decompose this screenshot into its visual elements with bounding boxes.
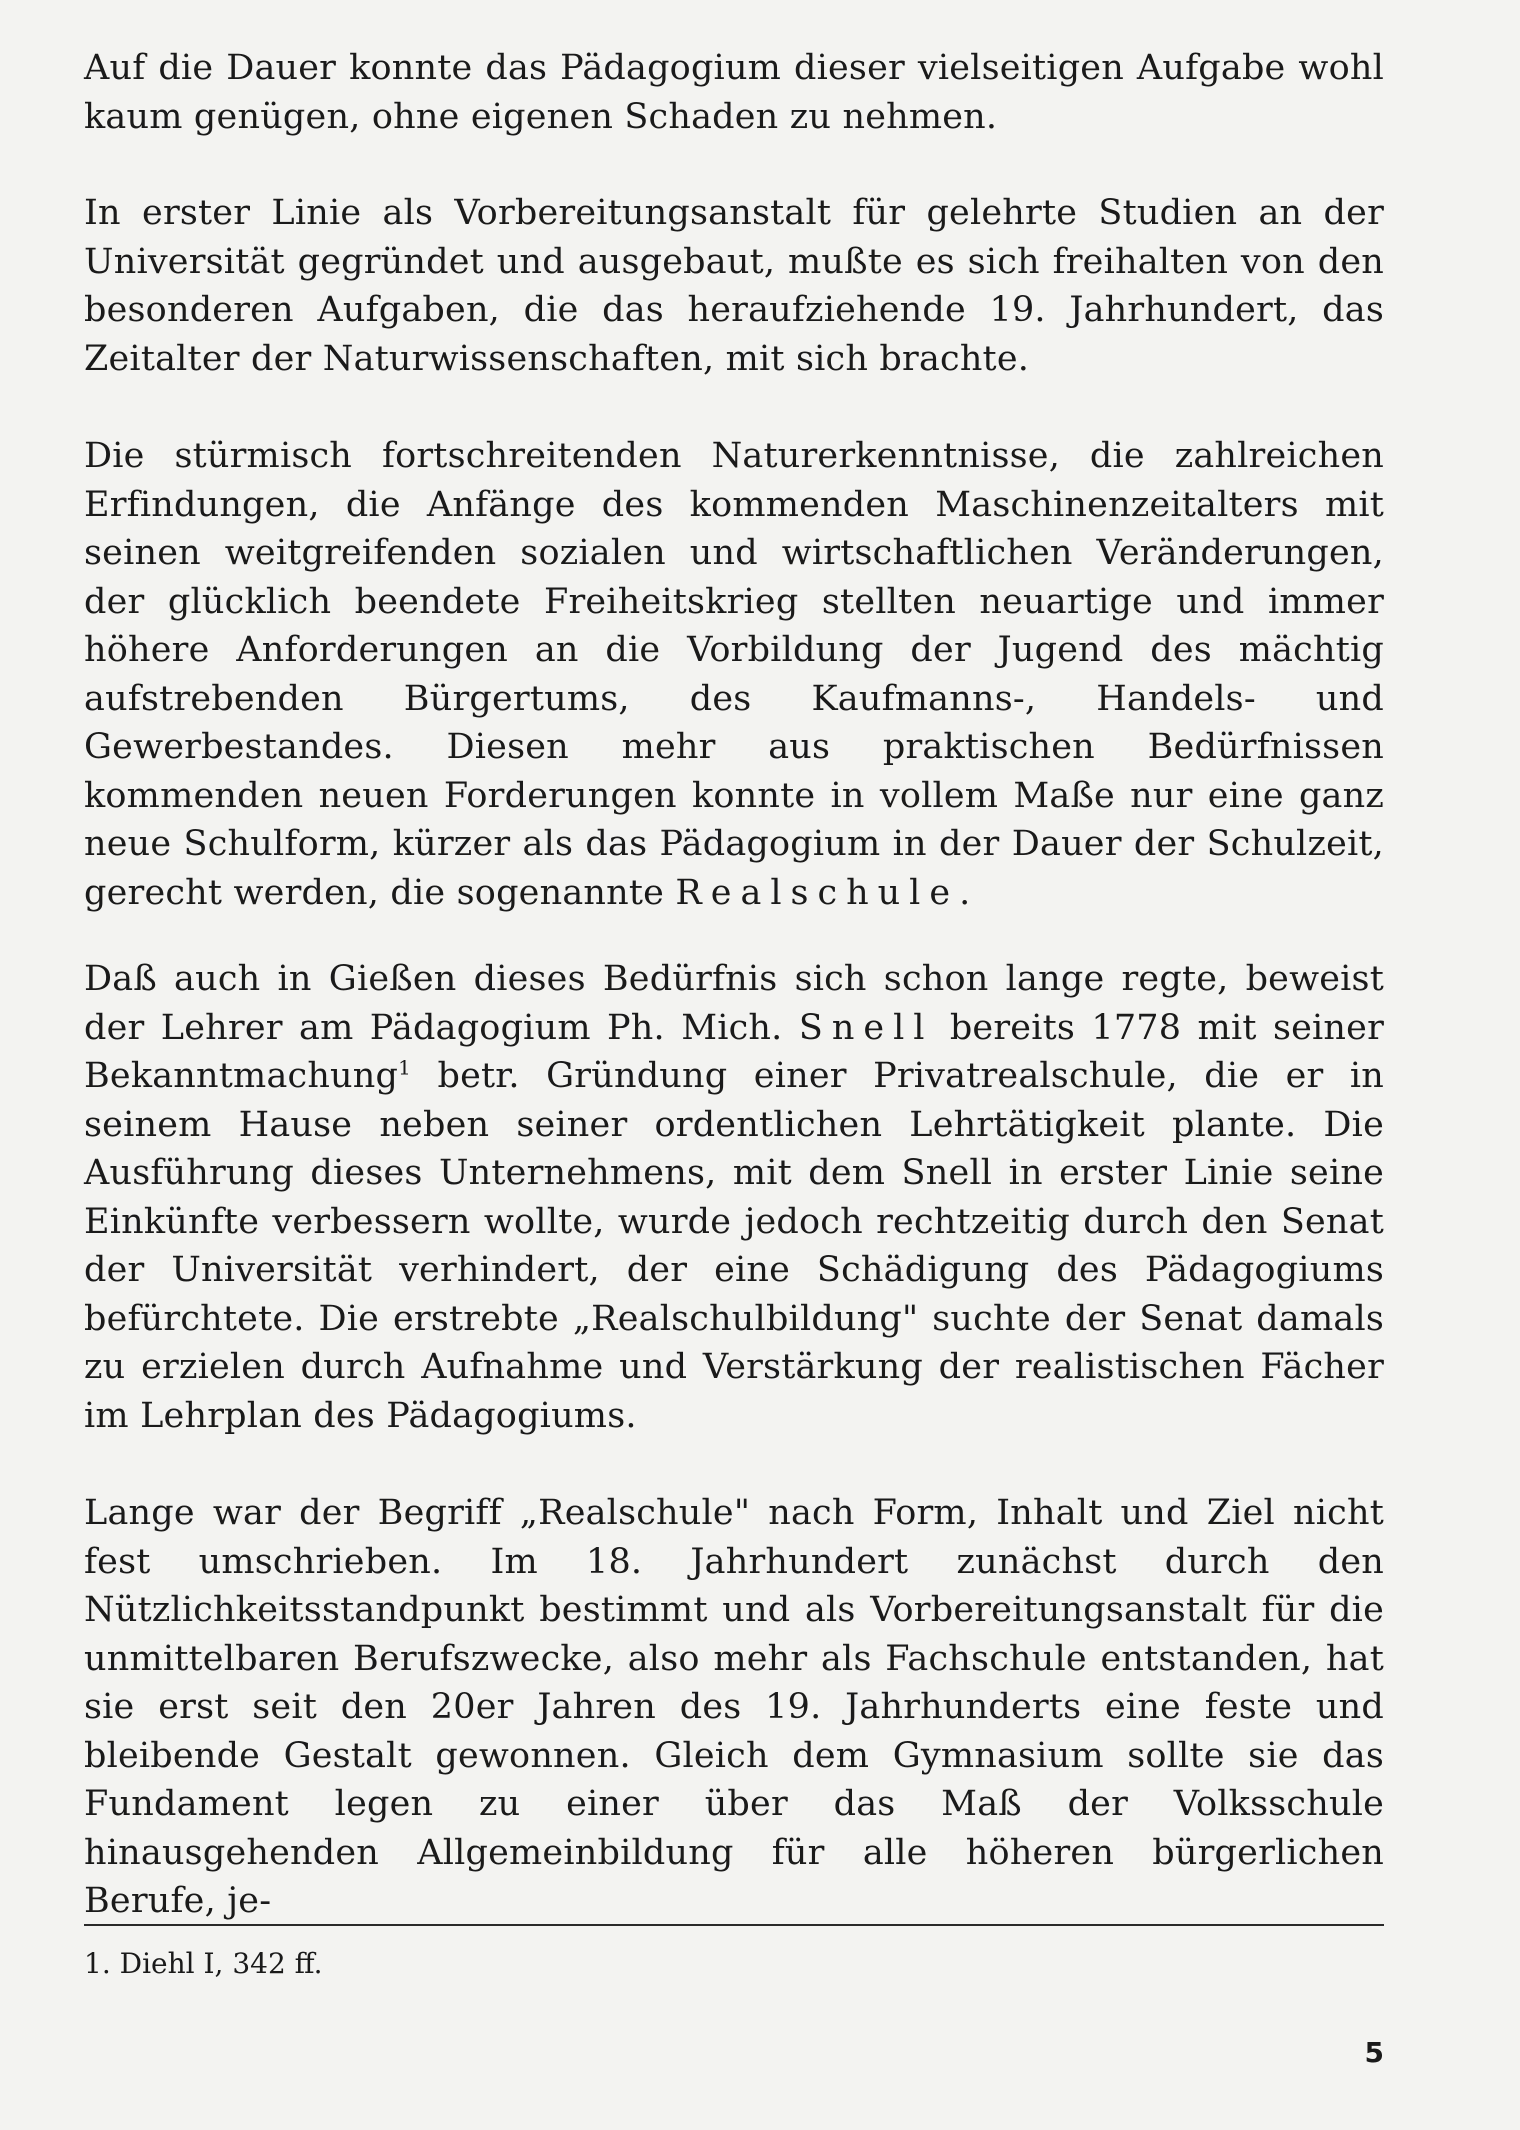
paragraph-5 xyxy=(84,1489,1384,1926)
paragraph-2 xyxy=(84,189,1384,383)
footnote-reference: 1 xyxy=(398,1055,412,1080)
paragraph-4 xyxy=(84,955,1384,1440)
paragraph-1 xyxy=(84,44,1384,141)
paragraph-4-text-end: betr. Gründung einer Privatrealschule, die er in seinem Hause neben seiner ordentlichen Lehrtätigkeit plante. Die Ausführung dieses Unternehmens, mit dem Snell in erster Linie seine Einkünfte verbessern wollte, wurde jedoch rechtzeitig durch den Senat der Universität verhindert, der eine Schädigung des Pädagogiums befürchtete. Die erstrebte „Realschulbildung" suchte der Senat damals zu erzielen durch Aufnahme und Verstärkung der realistischen Fächer im Lehrplan des Pädagogiums. xyxy=(84,1056,1384,1436)
paragraph-3 xyxy=(84,432,1384,917)
paragraph-3-end: . xyxy=(959,872,971,913)
paragraph-1-text: Auf die Dauer konnte das Pädagogium dieser vielseitigen Aufgabe wohl kaum genügen, ohne eigenen Schaden zu nehmen. xyxy=(84,48,1384,137)
spaced-name-snell: Snell xyxy=(798,1007,934,1048)
paragraph-2-text: In erster Linie als Vorbereitungsanstalt für gelehrte Studien an der Universität gegründet und ausgebaut, mußte es sich freihalten von den besonderen Aufgaben, die das heraufziehende 19. Jahrhundert, das Zeitalter der Naturwissenschaften, mit sich brachte. xyxy=(84,193,1384,379)
spaced-term-realschule: Realschule xyxy=(675,872,960,913)
paragraph-4-text-middle: bereits 1778 mit seiner Bekanntmachung xyxy=(84,1007,1384,1096)
footnote: 1. Diehl I, 342 ff. xyxy=(84,1947,323,1980)
footnote-divider xyxy=(84,1924,1384,1926)
paragraph-5-text: Lange war der Begriff „Realschule" nach Form, Inhalt und Ziel nicht fest umschrieben. Im 18. Jahrhundert zunächst durch den Nützlichkeitsstandpunkt bestimmt und als Vorbereitungsanstalt für die unmittelbaren Berufszwecke, also mehr als Fachschule entstanden, hat sie erst seit den 20er Jahren des 19. Jahrhunderts eine feste und bleibende Gestalt gewonnen. Gleich dem Gymnasium sollte sie das Fundament legen zu einer über das Maß der Volksschule hinausgehenden Allgemeinbildung für alle höheren bürgerlichen Berufe, je- xyxy=(84,1493,1384,1921)
paragraph-4-text-start: Daß auch in Gießen dieses Bedürfnis sich schon lange regte, beweist der Lehrer am Pädagogium Ph. Mich. xyxy=(84,959,1384,1048)
page-number: 5 xyxy=(1364,2036,1384,2069)
paragraph-3-text: Die stürmisch fortschreitenden Naturerkenntnisse, die zahlreichen Erfindungen, die Anfänge des kommenden Maschinenzeitalters mit seinen weitgreifenden sozialen und wirtschaftlichen Veränderungen, der glücklich beendete Freiheitskrieg stellten neuartige und immer höhere Anforderungen an die Vorbildung der Jugend des mächtig aufstrebenden Bürgertums, des Kaufmanns-, Handels- und Gewerbestandes. Diesen mehr aus praktischen Bedürfnissen kommenden neuen Forderungen konnte in vollem Maße nur eine ganz neue Schulform, kürzer als das Pädagogium in der Dauer der Schulzeit, gerecht werden, die sogenannte xyxy=(84,436,1384,913)
document-page xyxy=(84,44,1384,2084)
